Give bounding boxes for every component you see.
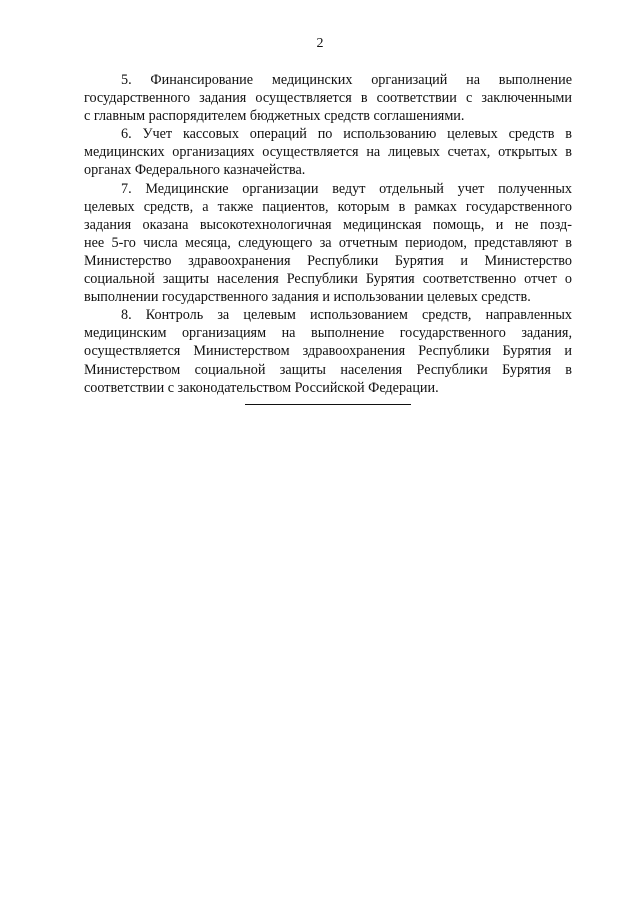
paragraph-8 bbox=[84, 306, 572, 396]
paragraph-line: осуществляется Министерством здравоохранения Республики Бурятия и bbox=[84, 343, 572, 360]
page-number: 2 bbox=[316, 36, 324, 51]
paragraph-6 bbox=[84, 125, 572, 179]
paragraph-line: социальной защиты населения Республики Бурятия соответственно отчет о bbox=[84, 271, 572, 288]
paragraph-line: 7. Медицинские организации ведут отдельный учет полученных bbox=[121, 180, 572, 197]
paragraph-line: задания оказана высокотехнологичная медицинская помощь, и не позд- bbox=[84, 216, 572, 233]
paragraph-line: выполнении государственного задания и использовании целевых средств. bbox=[84, 289, 531, 306]
document-body bbox=[84, 71, 572, 397]
paragraph-7 bbox=[84, 180, 572, 307]
paragraph-line: нее 5-го числа месяца, следующего за отчетным периодом, представляют в bbox=[84, 234, 572, 251]
paragraph-line: 8. Контроль за целевым использованием средств, направленных bbox=[121, 307, 572, 324]
end-divider-line bbox=[245, 404, 411, 405]
paragraph-line: 5. Финансирование медицинских организаций на выполнение bbox=[121, 72, 572, 88]
paragraph-line: медицинских организациях осуществляется на лицевых счетах, открытых в bbox=[84, 144, 572, 161]
paragraph-line: соответствии с законодательством Российской Федерации. bbox=[84, 379, 439, 396]
paragraph-line: Министерством социальной защиты населения Республики Бурятия в bbox=[84, 361, 572, 378]
paragraph-5 bbox=[84, 71, 572, 125]
paragraph-line: органах Федерального казначейства. bbox=[84, 162, 306, 179]
paragraph-line: медицинским организациям на выполнение государственного задания, bbox=[84, 325, 572, 342]
paragraph-line: Министерство здравоохранения Республики Бурятия и Министерство bbox=[84, 252, 572, 269]
paragraph-line: 6. Учет кассовых операций по использованию целевых средств в bbox=[121, 126, 572, 143]
paragraph-line: государственного задания осуществляется в соответствии с заключенными bbox=[84, 90, 572, 107]
paragraph-line: с главным распорядителем бюджетных средств соглашениями. bbox=[84, 108, 465, 125]
paragraph-line: целевых средств, а также пациентов, которым в рамках государственного bbox=[84, 198, 572, 215]
